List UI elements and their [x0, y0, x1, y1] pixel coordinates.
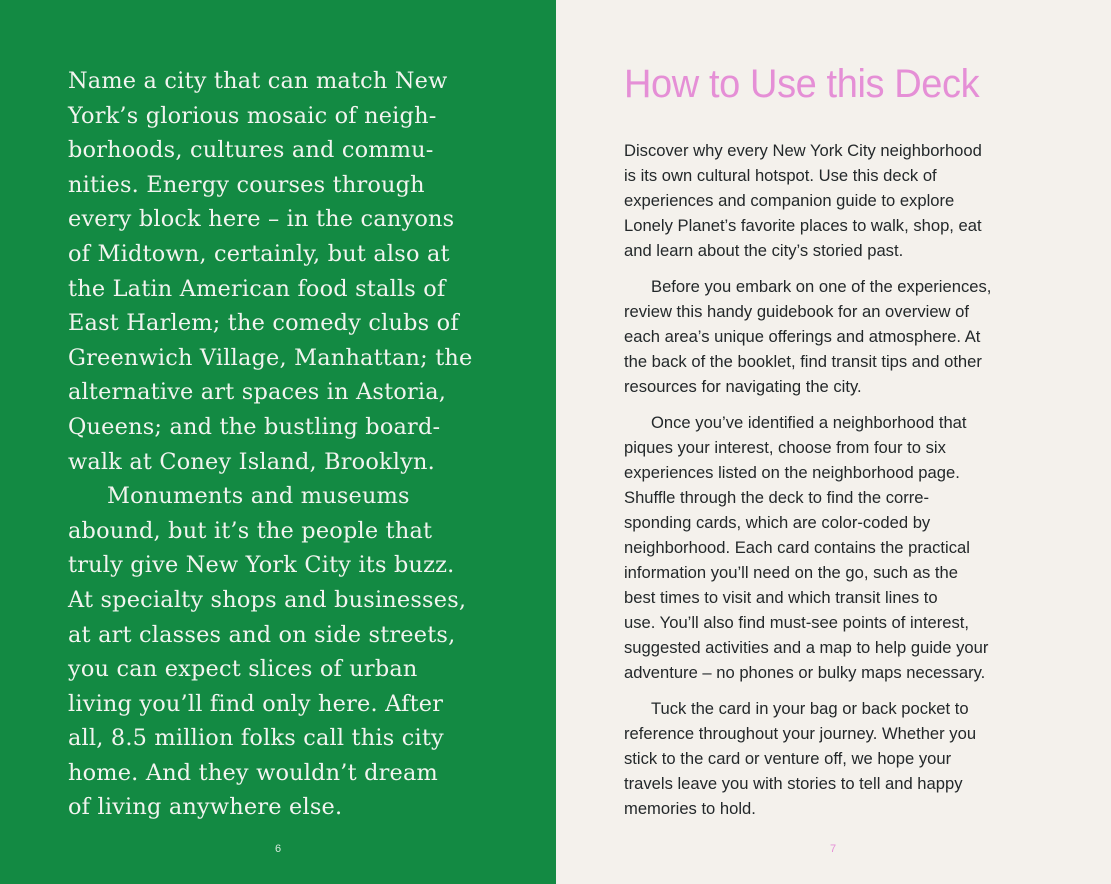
left-p1-line-12: walk at Coney Island, Brooklyn. — [68, 448, 435, 475]
left-p2-line-6: you can expect slices of urban — [68, 656, 418, 683]
right-p3-line-4: Shuffle through the deck to find the corre- — [624, 488, 930, 507]
right-paragraph-3 — [624, 410, 1044, 685]
right-p4-line-5: memories to hold. — [624, 799, 756, 818]
left-p1-line-4: nities. Energy courses through — [68, 171, 425, 198]
page-number-right: 7 — [830, 843, 837, 855]
left-p1-line-10: alternative art spaces in Astoria, — [68, 379, 447, 406]
left-p1-line-2: York’s glorious mosaic of neigh- — [68, 102, 437, 129]
page-title: How to Use this Deck — [624, 62, 980, 107]
left-p1-line-8: East Harlem; the comedy clubs of — [68, 310, 459, 337]
left-p1-line-5: every block here – in the canyons — [68, 206, 455, 233]
right-p3-line-2: piques your interest, choose from four to six — [624, 438, 946, 457]
left-p1-line-3: borhoods, cultures and commu- — [68, 137, 434, 164]
right-page-text — [624, 138, 1044, 832]
right-p3-line-8: best times to visit and which transit lines to — [624, 588, 938, 607]
right-p3-line-3: experiences listed on the neighborhood page. — [624, 463, 960, 482]
left-p2-line-5: at art classes and on side streets, — [68, 621, 456, 648]
right-p2-line-2: review this handy guidebook for an overview of — [624, 302, 969, 321]
right-p1-line-4: Lonely Planet’s favorite places to walk, shop, eat — [624, 216, 982, 235]
left-p2-line-10: of living anywhere else. — [68, 794, 343, 821]
right-p3-line-10: suggested activities and a map to help guide your — [624, 638, 989, 657]
right-p4-line-3: stick to the card or venture off, we hope your — [624, 749, 952, 768]
right-p1-line-2: is its own cultural hotspot. Use this deck of — [624, 166, 937, 185]
right-p3-line-7: information you’ll need on the go, such as the — [624, 563, 958, 582]
page-number-left: 6 — [275, 843, 282, 855]
right-paragraph-4 — [624, 696, 1044, 821]
right-p4-line-2: reference throughout your journey. Whether you — [624, 724, 977, 743]
right-p3-line-1: Once you’ve identified a neighborhood that — [651, 413, 967, 432]
left-p2-line-2: abound, but it’s the people that — [68, 517, 433, 544]
right-p1-line-5: and learn about the city’s storied past. — [624, 241, 904, 260]
right-p3-line-6: neighborhood. Each card contains the practical — [624, 538, 970, 557]
left-p2-line-1: Monuments and museums — [107, 483, 410, 510]
left-p2-line-9: home. And they wouldn’t dream — [68, 759, 438, 786]
left-p2-line-4: At specialty shops and businesses, — [68, 586, 467, 613]
left-p2-line-3: truly give New York City its buzz. — [68, 552, 455, 579]
right-p2-line-1: Before you embark on one of the experiences, — [651, 277, 992, 296]
left-p2-line-8: all, 8.5 million folks call this city — [68, 725, 444, 752]
right-p1-line-1: Discover why every New York City neighborhood — [624, 141, 982, 160]
left-page-text — [68, 64, 508, 825]
right-p1-line-3: experiences and companion guide to explore — [624, 191, 955, 210]
right-p2-line-3: each area’s unique offerings and atmosphere. At — [624, 327, 981, 346]
right-p4-line-4: travels leave you with stories to tell and happy — [624, 774, 963, 793]
left-p1-line-11: Queens; and the bustling board- — [68, 413, 441, 440]
left-p1-line-9: Greenwich Village, Manhattan; the — [68, 344, 473, 371]
left-p1-line-6: of Midtown, certainly, but also at — [68, 240, 450, 267]
right-p4-line-1: Tuck the card in your bag or back pocket to — [651, 699, 969, 718]
right-paragraph-2 — [624, 274, 1044, 399]
right-p3-line-5: sponding cards, which are color-coded by — [624, 513, 931, 532]
left-p2-line-7: living you’ll find only here. After — [68, 690, 444, 717]
left-p1-line-1: Name a city that can match New — [68, 68, 448, 94]
right-paragraph-1 — [624, 138, 1044, 263]
right-p2-line-5: resources for navigating the city. — [624, 377, 862, 396]
right-p2-line-4: the back of the booklet, find transit tips and other — [624, 352, 982, 371]
left-p1-line-7: the Latin American food stalls of — [68, 275, 446, 302]
right-p3-line-11: adventure – no phones or bulky maps necessary. — [624, 663, 986, 682]
right-p3-line-9: use. You’ll also find must-see points of interest, — [624, 613, 969, 632]
